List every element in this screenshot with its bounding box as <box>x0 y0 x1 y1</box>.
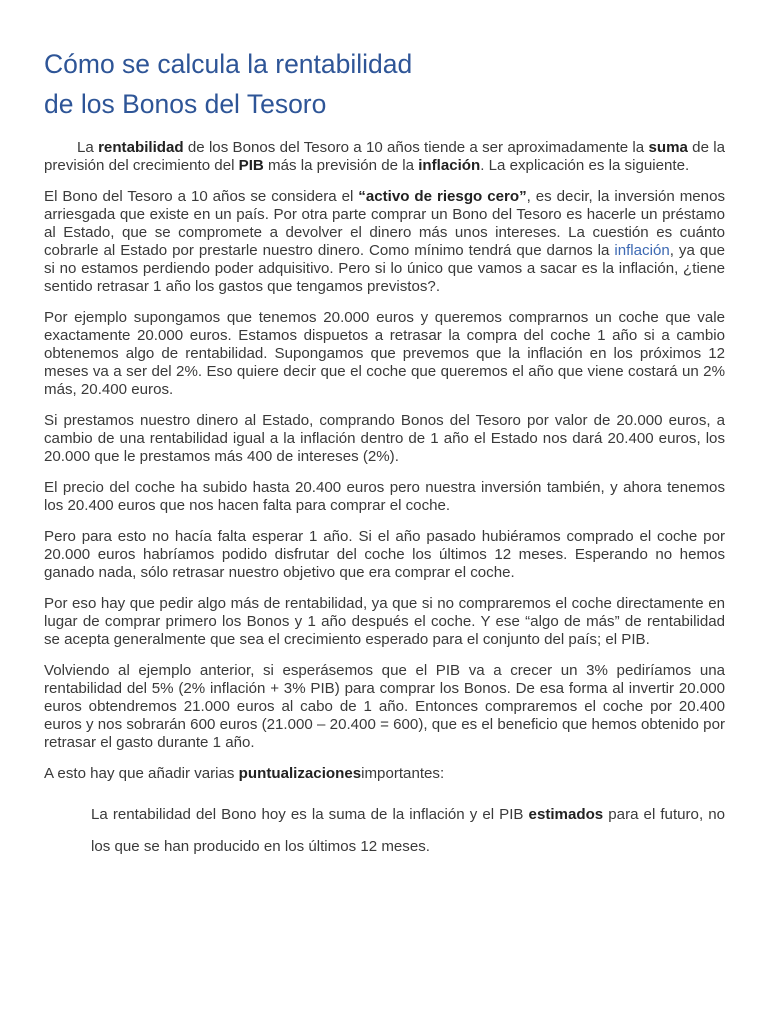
page-title <box>44 44 725 124</box>
paragraph <box>44 188 725 296</box>
article-body <box>44 139 725 783</box>
text-run: de la previsión del crecimiento del <box>44 139 725 174</box>
text-run: . La explicación es la siguiente. <box>480 157 690 174</box>
page-title-line-1: Cómo se calcula la rentabilidad <box>44 49 413 79</box>
text-run: El precio del coche ha subido hasta 20.400 euros pero nuestra inversión también, y ahora tenemos los 20.400 euros que nos hacen falta para comprar el coche. <box>44 479 725 514</box>
paragraph <box>44 139 725 175</box>
text-run: más la previsión de la <box>263 157 419 174</box>
text-run: La <box>77 139 99 156</box>
text-run: La rentabilidad del Bono hoy es la suma de la inflación y el PIB <box>91 806 529 823</box>
text-run: importantes: <box>361 765 445 782</box>
indented-note <box>91 799 725 863</box>
paragraph <box>44 528 725 582</box>
bold-text: PIB <box>238 157 264 174</box>
bold-text: “activo de riesgo cero” <box>358 188 527 205</box>
text-run: A esto hay que añadir varias <box>44 765 239 782</box>
bold-text: rentabilidad <box>98 139 184 156</box>
text-run: El Bono del Tesoro a 10 años se considera el <box>44 188 359 205</box>
paragraph <box>44 662 725 752</box>
paragraph <box>44 479 725 515</box>
paragraph <box>44 765 725 783</box>
text-run: Por eso hay que pedir algo más de rentabilidad, ya que si no compraremos el coche directamente en lugar de comprar primero los Bonos y 1 año después el coche. Y ese “algo de más” de rentabilidad se acepta generalmente que sea el crecimiento esperado para el conjunto del país; el PIB. <box>44 595 725 648</box>
text-run: de los Bonos del Tesoro a 10 años tiende a ser aproximadamente la <box>183 139 649 156</box>
text-run: Volviendo al ejemplo anterior, si esperásemos que el PIB va a crecer un 3% pediríamos una rentabilidad del 5% (2% inflación + 3% PIB) para comprar los Bonos. De esa forma al invertir 20.000 euros obtendremos 21.000 euros al cabo de 1 año. Entonces compraremos el coche por 20.400 euros y nos sobrarán 600 euros (21.000 – 20.400 = 600), que es el beneficio que hemos obtenido por retrasar el gasto durante 1 año. <box>44 662 725 751</box>
text-run: , es decir, la inversión menos arriesgada que existe en un país. Por otra parte comprar un Bono del Tesoro es hacerle un préstamo al Estado, que se compromete a devolver el dinero más unos intereses. La cuestión es cuánto cobrarle al Estado por prestarle nuestro dinero. Como mínimo tendrá que darnos la <box>44 188 726 259</box>
text-run: Por ejemplo supongamos que tenemos 20.000 euros y queremos comprarnos un coche que vale exactamente 20.000 euros. Estamos dispuetos a retrasar la compra del coche 1 año si a cambio obtenemos algo de rentabilidad. Supongamos que prevemos que la inflación en los próximos 12 meses va a ser del 2%. Eso quiere decir que el coche que queremos el año que viene costará un 2% más, 20.400 euros. <box>44 309 725 398</box>
page-title-line-2: de los Bonos del Tesoro <box>44 89 327 119</box>
inflacion-link[interactable]: inflación <box>614 242 670 259</box>
bold-text: puntualizaciones <box>238 765 362 782</box>
paragraph <box>44 595 725 649</box>
paragraph <box>44 309 725 399</box>
bold-text: inflación <box>418 157 481 174</box>
text-run: , ya que si no estamos perdiendo poder adquisitivo. Pero si lo único que vamos a sacar es la inflación, ¿tiene sentido retrasar 1 año los gastos que tengamos previstos?. <box>44 242 725 295</box>
bold-text: suma <box>648 139 688 156</box>
text-run: Pero para esto no hacía falta esperar 1 año. Si el año pasado hubiéramos comprado el coche por 20.000 euros habríamos podido disfrutar del coche los últimos 12 meses. Esperando no hemos ganado nada, sólo retrasar nuestro objetivo que era comprar el coche. <box>44 528 725 581</box>
text-run: Si prestamos nuestro dinero al Estado, comprando Bonos del Tesoro por valor de 20.000 euros, a cambio de una rentabilidad igual a la inflación dentro de 1 año el Estado nos dará 20.400 euros, los 20.000 que le prestamos más 400 de intereses (2%). <box>44 412 725 465</box>
paragraph <box>44 412 725 466</box>
text-run: para el futuro, no los que se han producido en los últimos 12 meses. <box>91 806 725 855</box>
bold-text: estimados <box>528 806 604 823</box>
